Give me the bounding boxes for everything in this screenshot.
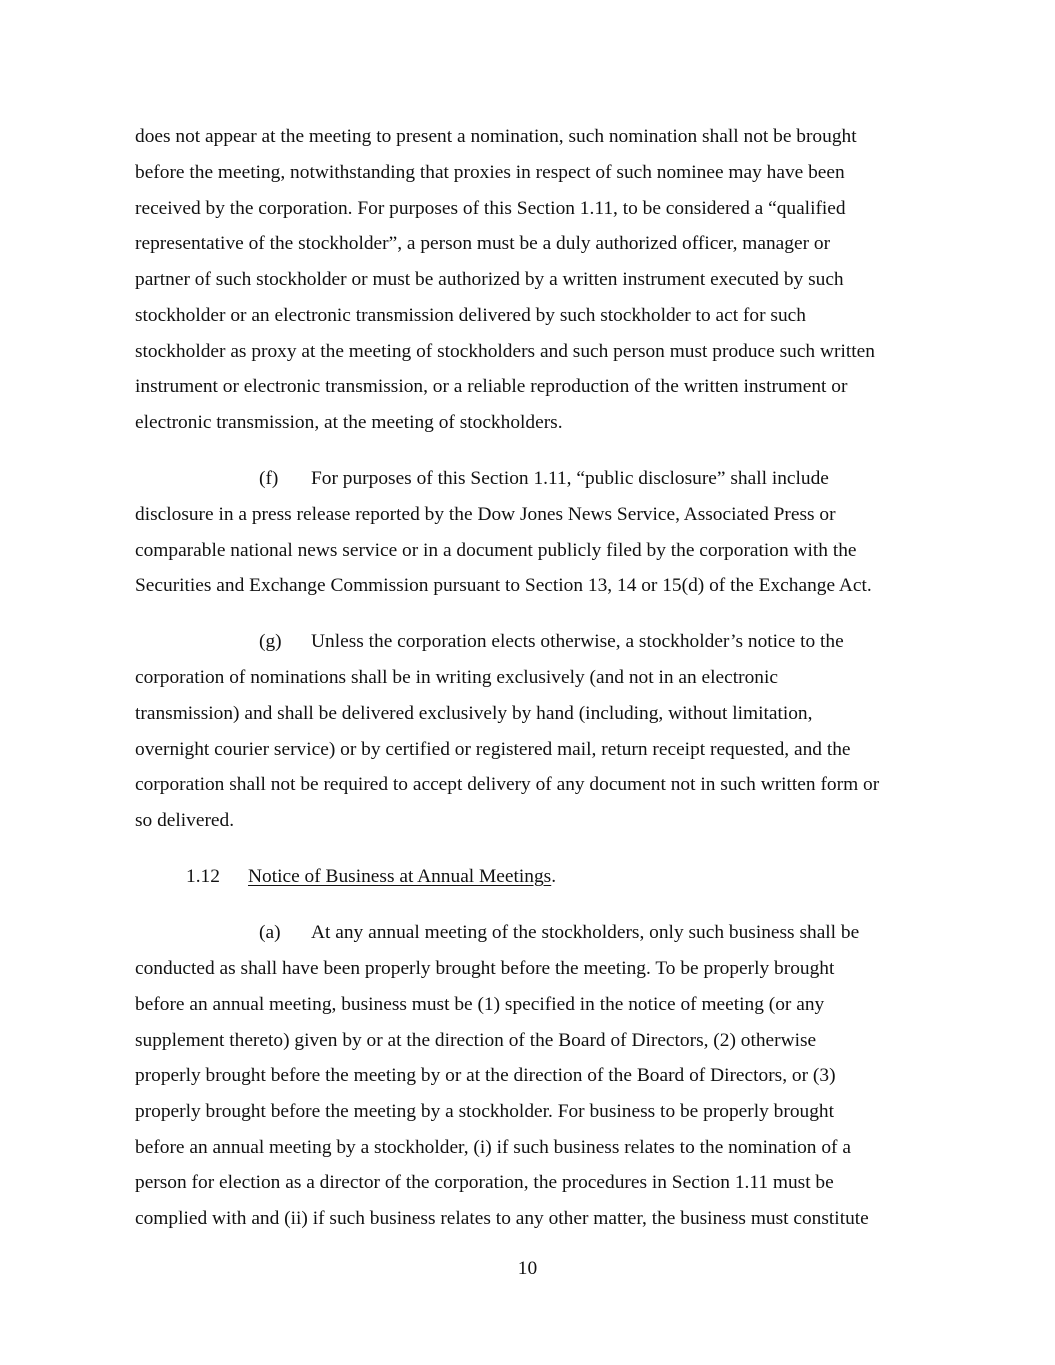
text-line: stockholder as proxy at the meeting of stockholders and such person must produce such written [135,341,875,362]
text-line: disclosure in a press release reported by the Dow Jones News Service, Associated Press or [135,504,836,525]
text-line: At any annual meeting of the stockholders, only such business shall be [311,922,860,943]
text-line: representative of the stockholder”, a person must be a duly authorized officer, manager or [135,233,831,254]
section-title: Notice of Business at Annual Meetings [248,866,552,887]
text-line: before an annual meeting by a stockholder, (i) if such business relates to the nomination of a [135,1137,851,1158]
text-line: electronic transmission, at the meeting of stockholders. [135,412,563,433]
text-line: partner of such stockholder or must be authorized by a written instrument executed by such [135,269,844,290]
text-line: properly brought before the meeting by or at the direction of the Board of Directors, or (3) [135,1065,836,1086]
text-line: conducted as shall have been properly brought before the meeting. To be properly brought [135,958,835,979]
text-line: before an annual meeting, business must be (1) specified in the notice of meeting (or any [135,994,825,1015]
text-line: corporation of nominations shall be in writing exclusively (and not in an electronic [135,667,778,688]
text-line: complied with and (ii) if such business relates to any other matter, the business must constitute [135,1208,869,1229]
paragraph-label-f: (f) [259,468,279,489]
text-line: instrument or electronic transmission, or a reliable reproduction of the written instrument or [135,376,848,397]
page-number: 10 [517,1258,538,1279]
text-line: comparable national news service or in a document publicly filed by the corporation with the [135,540,857,561]
section-heading [248,865,556,889]
text-line: received by the corporation. For purposes of this Section 1.11, to be considered a “qualified [135,198,846,219]
text-line: properly brought before the meeting by a stockholder. For business to be properly brought [135,1101,834,1122]
text-line: person for election as a director of the corporation, the procedures in Section 1.11 must be [135,1172,834,1193]
text-line: Securities and Exchange Commission pursuant to Section 13, 14 or 15(d) of the Exchange Act. [135,575,872,596]
text-line: stockholder or an electronic transmission delivered by such stockholder to act for such [135,305,806,326]
text-line: supplement thereto) given by or at the direction of the Board of Directors, (2) otherwise [135,1030,817,1051]
text-line: transmission) and shall be delivered exclusively by hand (including, without limitation, [135,703,813,724]
text-line: For purposes of this Section 1.11, “public disclosure” shall include [311,468,829,489]
text-line: does not appear at the meeting to present a nomination, such nomination shall not be brought [135,126,857,147]
text-line: before the meeting, notwithstanding that proxies in respect of such nominee may have been [135,162,845,183]
paragraph-label-a: (a) [259,922,281,943]
text-line: corporation shall not be required to accept delivery of any document not in such written form or [135,774,880,795]
text-line: overnight courier service) or by certified or registered mail, return receipt requested, and the [135,739,851,760]
section-number: 1.12 [186,866,220,887]
paragraph-label-g: (g) [259,631,282,652]
section-title-period: . [551,866,557,887]
text-line: so delivered. [135,810,235,831]
text-line: Unless the corporation elects otherwise, a stockholder’s notice to the [311,631,844,652]
